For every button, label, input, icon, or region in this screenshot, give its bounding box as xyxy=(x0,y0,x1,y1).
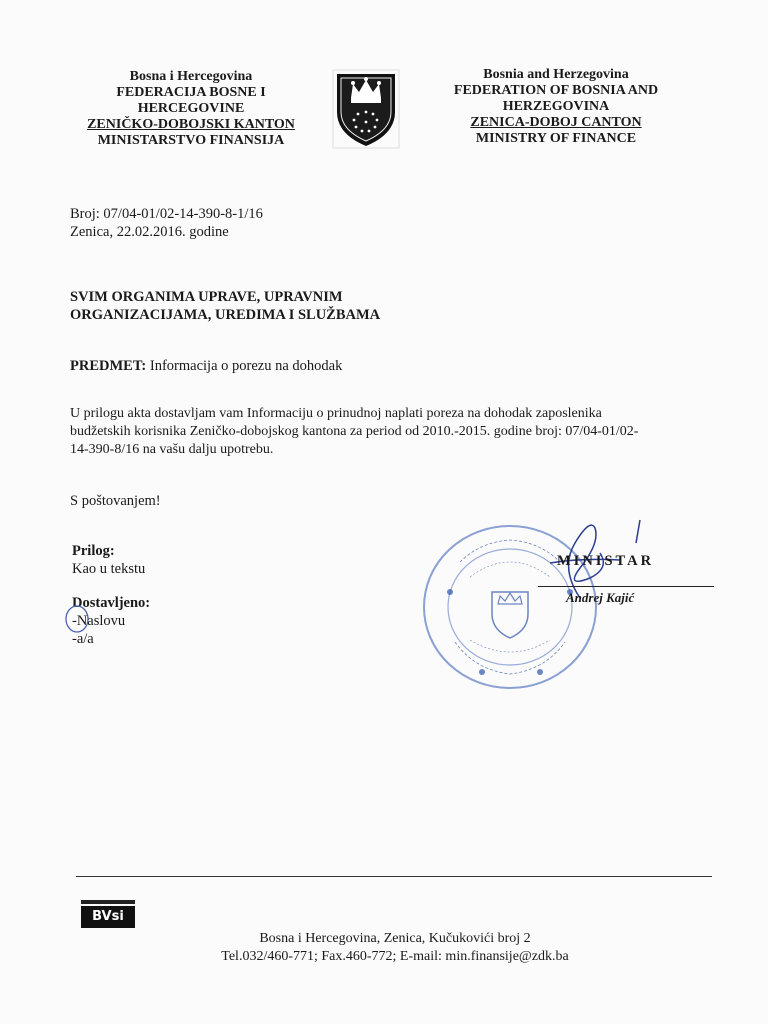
header-right xyxy=(420,67,692,147)
signature-name: Andrej Kajić xyxy=(566,590,635,605)
header-left-canton: ZENIČKO-DOBOJSKI KANTON xyxy=(87,117,295,132)
body-line-3: 14-390-8/16 na vašu dalju upotrebu. xyxy=(70,442,274,457)
pen-mark-icon xyxy=(64,604,90,634)
attachment-block xyxy=(72,542,145,578)
reference-block xyxy=(70,205,263,241)
closing: S poštovanjem! xyxy=(70,493,161,509)
signature-line xyxy=(538,586,714,587)
header-right-federation-2: HERZEGOVINA xyxy=(502,99,610,114)
footer-rule xyxy=(76,876,712,877)
header-left-country: Bosna i Hercegovina xyxy=(129,69,253,84)
attachment-label: Prilog: xyxy=(72,543,115,559)
reference-date: Zenica, 22.02.2016. godine xyxy=(70,224,229,240)
delivered-label: Dostavljeno: xyxy=(72,595,151,611)
footer-contact: Tel.032/460-771; Fax.460-772; E-mail: min.finansije@zdk.ba xyxy=(221,949,569,964)
footer-logo-topbar xyxy=(81,900,135,904)
footer-logo xyxy=(81,900,135,930)
footer-logo-text: BVsi xyxy=(81,906,135,928)
reference-number: Broj: 07/04-01/02-14-390-8-1/16 xyxy=(70,206,263,222)
attachment-value: Kao u tekstu xyxy=(72,561,146,577)
signature-title: MINISTAR xyxy=(557,553,655,569)
footer-address: Bosna i Hercegovina, Zenica, Kučukovići broj 2 xyxy=(259,931,531,946)
header-right-canton: ZENICA-DOBOJ CANTON xyxy=(470,115,642,130)
header-left xyxy=(60,69,322,149)
subject-line xyxy=(70,357,342,375)
header-right-federation: FEDERATION OF BOSNIA AND xyxy=(453,83,659,98)
body-line-1: U prilogu akta dostavljam vam Informaciju o prinudnoj naplati poreza na dohodak zaposlenika xyxy=(70,406,602,421)
footer-address-block xyxy=(190,930,600,966)
header-left-federation: FEDERACIJA BOSNE I xyxy=(116,85,266,100)
header-left-federation-2: HERCEGOVINE xyxy=(137,101,245,116)
header-right-country: Bosnia and Herzegovina xyxy=(483,67,629,82)
header-left-ministry: MINISTARSTVO FINANSIJA xyxy=(97,133,285,148)
body-paragraph xyxy=(70,405,710,459)
subject-label: PREDMET: xyxy=(70,358,147,374)
body-line-2: budžetskih korisnika Zeničko-dobojskog kantona za period od 2010.-2015. godine broj: 07/04-01/02- xyxy=(70,424,639,439)
recipient-line-2: ORGANIZACIJAMA, UREDIMA I SLUŽBAMA xyxy=(70,307,381,323)
delivered-item-2: -a/a xyxy=(72,631,94,647)
subject-text: Informacija o porezu na dohodak xyxy=(149,358,343,374)
recipient-block xyxy=(70,288,380,324)
header-right-ministry: MINISTRY OF FINANCE xyxy=(475,131,637,146)
delivered-item-1: -Naslovu xyxy=(72,613,126,629)
recipient-line-1: SVIM ORGANIMA UPRAVE, UPRAVNIM xyxy=(70,289,343,305)
coat-of-arms-icon xyxy=(331,68,401,150)
